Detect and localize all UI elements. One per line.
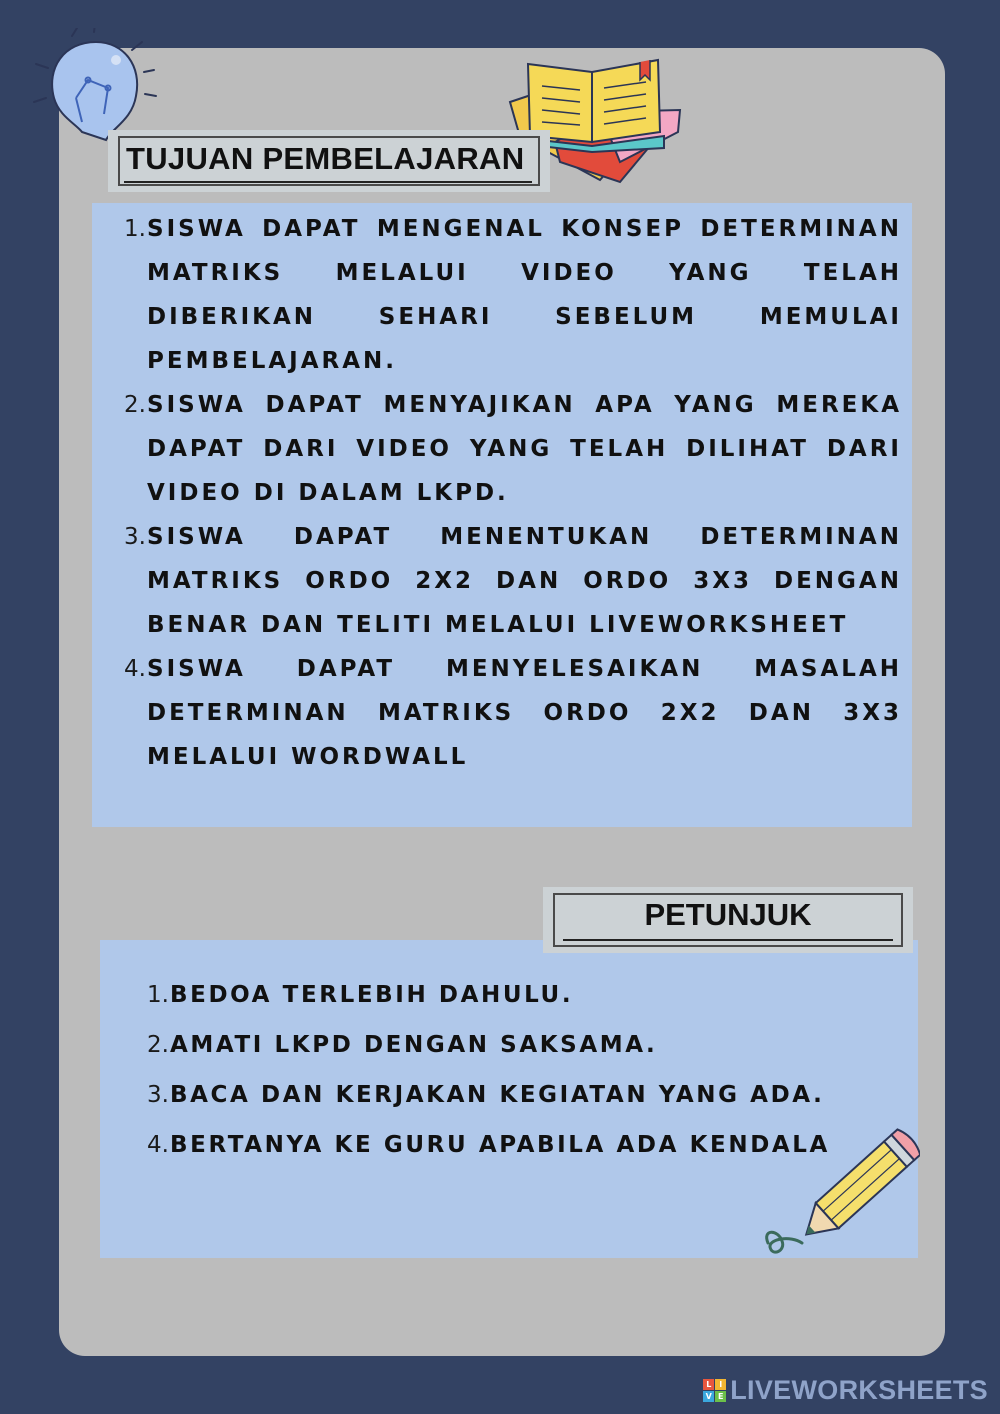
instruction-number: 4. [147,1132,169,1158]
logo-letter: V [703,1391,714,1402]
liveworksheets-logo-icon [703,1379,726,1402]
instruction-text: AMATI LKPD DENGAN SAKSAMA. [170,1032,658,1058]
instructions-heading-underline [563,939,893,941]
instructions-heading: PETUNJUK [644,897,812,932]
instruction-item [138,1020,898,1070]
liveworksheets-footer [703,1375,988,1406]
instruction-number: 3. [147,1082,169,1108]
instruction-text: BACA DAN KERJAKAN KEGIATAN YANG ADA. [170,1082,825,1108]
objective-item [110,207,902,383]
objectives-heading: TUJUAN PEMBELAJARAN [126,141,525,176]
objectives-list [110,207,902,779]
instructions-heading-label [543,887,913,953]
objective-text: SISWA DAPAT MENGENAL KONSEP DETERMINAN MATRIKS MELALUI VIDEO YANG TELAH DIBERIKAN SEHARI SEBELUM MEMULAI PEMBELAJARAN. [147,216,902,374]
objective-number: 4. [124,656,146,682]
instruction-text: BERTANYA KE GURU APABILA ADA KENDALA [170,1132,830,1158]
objectives-heading-label [108,130,550,192]
instruction-number: 1. [147,982,169,1008]
objective-number: 2. [124,392,146,418]
instruction-item [138,1070,898,1120]
logo-letter: L [703,1379,714,1390]
objective-item [110,383,902,515]
pencil-icon [760,1125,920,1265]
logo-letter: I [715,1379,726,1390]
logo-letter: E [715,1391,726,1402]
objective-text: SISWA DAPAT MENYAJIKAN APA YANG MEREKA DAPAT DARI VIDEO YANG TELAH DILIHAT DARI VIDEO DI DALAM LKPD. [147,392,902,506]
objectives-heading-underline [124,181,532,183]
objective-number: 3. [124,524,146,550]
objective-text: SISWA DAPAT MENYELESAIKAN MASALAH DETERMINAN MATRIKS ORDO 2X2 DAN 3X3 MELALUI WORDWALL [147,656,902,770]
objective-item [110,647,902,779]
objective-number: 1. [124,216,146,242]
instruction-item [138,970,898,1020]
liveworksheets-brand: LIVEWORKSHEETS [730,1375,988,1405]
instruction-text: BEDOA TERLEBIH DAHULU. [170,982,574,1008]
objective-item [110,515,902,647]
instruction-number: 2. [147,1032,169,1058]
objective-text: SISWA DAPAT MENENTUKAN DETERMINAN MATRIKS ORDO 2X2 DAN ORDO 3X3 DENGAN BENAR DAN TELITI MELALUI LIVEWORKSHEET [147,524,902,638]
